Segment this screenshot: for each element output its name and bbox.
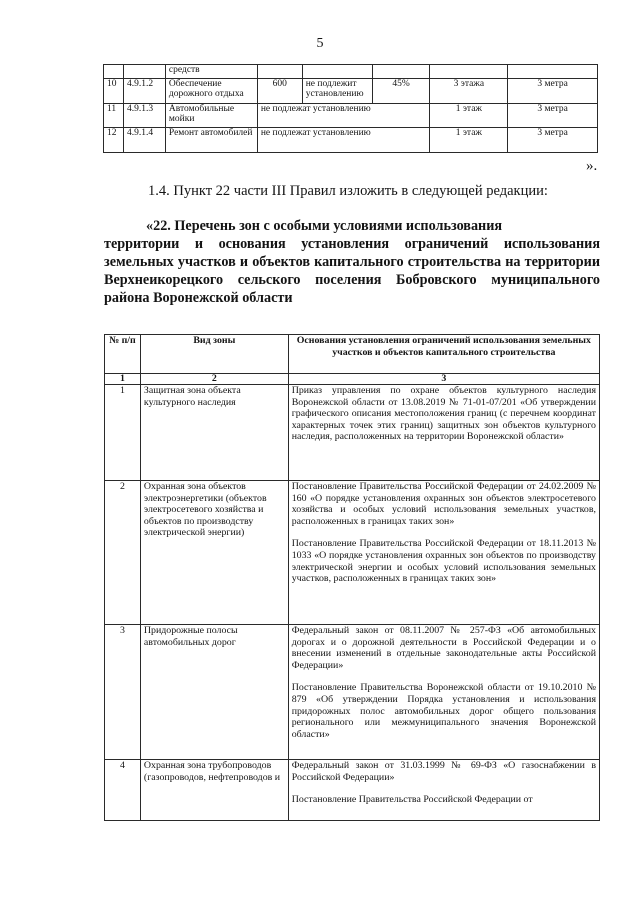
table-row: [104, 65, 598, 79]
row-merged-limits: не подлежат установлению: [257, 104, 430, 128]
table-row: [105, 385, 600, 481]
row-name: Ремонт автомобилей: [165, 128, 257, 153]
land-use-table-continuation: [103, 64, 598, 153]
basis-paragraph: Постановление Правительства Российской Федерации от 18.11.2013 № 1033 «О порядке установления охранных зон объектов по производству электрической энергии и особых условий использования земельных участков, расположенных в границах таких зон»: [291, 538, 596, 585]
amendment-clause: 1.4. Пункт 22 части III Правил изложить в следующей редакции:: [148, 183, 548, 199]
row-code: 4.9.1.3: [123, 104, 165, 128]
column-number-row: [105, 374, 600, 385]
table-row: [104, 128, 598, 153]
zone-number: 3: [105, 625, 141, 760]
table-row: [105, 481, 600, 625]
basis-paragraph: Постановление Правительства Российской Федерации от 24.02.2009 № 160 «О порядке установления охранных зон объектов электросетевого хозяйства и особых условий использования земельных участков, расположенных в границах таких зон»: [291, 481, 596, 527]
table-row: [105, 625, 600, 760]
zone-basis: [288, 760, 599, 821]
row-floors: 3 этажа: [430, 79, 508, 104]
zone-type: Защитная зона объекта культурного наследия: [140, 385, 288, 481]
row-code: 4.9.1.4: [123, 128, 165, 153]
zone-type: Придорожные полосы автомобильных дорог: [140, 625, 288, 760]
zone-number: 4: [105, 760, 141, 821]
zone-number: 1: [105, 385, 141, 481]
table-row: [104, 79, 598, 104]
row-number: 10: [104, 79, 124, 104]
basis-paragraph: Постановление Правительства Воронежской области от 19.10.2010 № 879 «Об утверждении Порядка установления и использования придорожных полос автомобильных дорог общего пользования регионального или межмуниципального значения Воронежской области»: [291, 682, 596, 740]
row-percent: [372, 65, 430, 79]
table-header-row: [105, 335, 600, 374]
row-height: 3 метра: [508, 104, 598, 128]
section-heading-lead: «22. Перечень зон с особыми условиями использования: [146, 218, 503, 234]
basis-paragraph: Постановление Правительства Российской Федерации от: [291, 794, 533, 806]
row-limit: [302, 65, 372, 79]
row-number: 12: [104, 128, 124, 153]
zone-basis: [288, 481, 599, 625]
row-floors: [430, 65, 508, 79]
row-merged-limits: не подлежат установлению: [257, 128, 430, 153]
header-zone: Вид зоны: [140, 335, 288, 374]
section-heading-rest: территории и основания установления ограничений использования земельных участков и объектов капитального строительства на территории Верхнеикорецкого сельского поселения Бобровского муниципального района Воронежской области: [104, 236, 600, 306]
row-number: 11: [104, 104, 124, 128]
zone-basis: [288, 385, 599, 481]
zone-type: Охранная зона объектов электроэнергетики (объектов электросетевого хозяйства и объектов по производству электрической энергии): [140, 481, 288, 625]
basis-paragraph: Федеральный закон от 08.11.2007 № 257-ФЗ «Об автомобильных дорогах и о дорожной деятельности в Российской Федерации и о внесении изменений в отдельные законодательные акты Российской Федерации»: [291, 625, 596, 671]
zone-number: 2: [105, 481, 141, 625]
closing-quote: ».: [586, 158, 598, 174]
zone-basis: [288, 625, 599, 760]
zones-table: [104, 334, 600, 821]
row-percent: 45%: [372, 79, 430, 104]
header-number: № п/п: [105, 335, 141, 374]
column-number: 3: [288, 374, 599, 385]
row-limit: не подлежит установлению: [302, 79, 372, 104]
row-name: Автомобильные мойки: [165, 104, 257, 128]
header-basis: Основания установления ограничений использования земельных участков и объектов капитального строительства: [288, 335, 599, 374]
row-name: Обеспечение дорожного отдыха: [165, 79, 257, 104]
column-number: 2: [140, 374, 288, 385]
row-code: [123, 65, 165, 79]
row-number: [104, 65, 124, 79]
row-area: 600: [257, 79, 302, 104]
column-number: 1: [105, 374, 141, 385]
row-floors: 1 этаж: [430, 104, 508, 128]
row-name: средств: [165, 65, 257, 79]
basis-paragraph: Приказ управления по охране объектов культурного наследия Воронежской области от 13.08.2019 № 71-01-07/201 «Об утверждении графического описания местоположения границ (с перечнем координат характерных точек этих границ) защитных зон объектов культурного наследия, расположенных на территории Воронежской области»: [291, 385, 596, 443]
row-area: [257, 65, 302, 79]
row-height: 3 метра: [508, 128, 598, 153]
row-height: 3 метра: [508, 79, 598, 104]
row-height: [508, 65, 598, 79]
basis-paragraph: Федеральный закон от 31.03.1999 № 69-ФЗ «О газоснабжении в Российской Федерации»: [291, 760, 596, 783]
table-row: [104, 104, 598, 128]
page-number: 5: [316, 36, 324, 51]
row-code: 4.9.1.2: [123, 79, 165, 104]
row-floors: 1 этаж: [430, 128, 508, 153]
table-row: [105, 760, 600, 821]
zone-type: Охранная зона трубопроводов (газопроводов, нефтепроводов и: [140, 760, 288, 821]
section-heading: [104, 217, 600, 307]
